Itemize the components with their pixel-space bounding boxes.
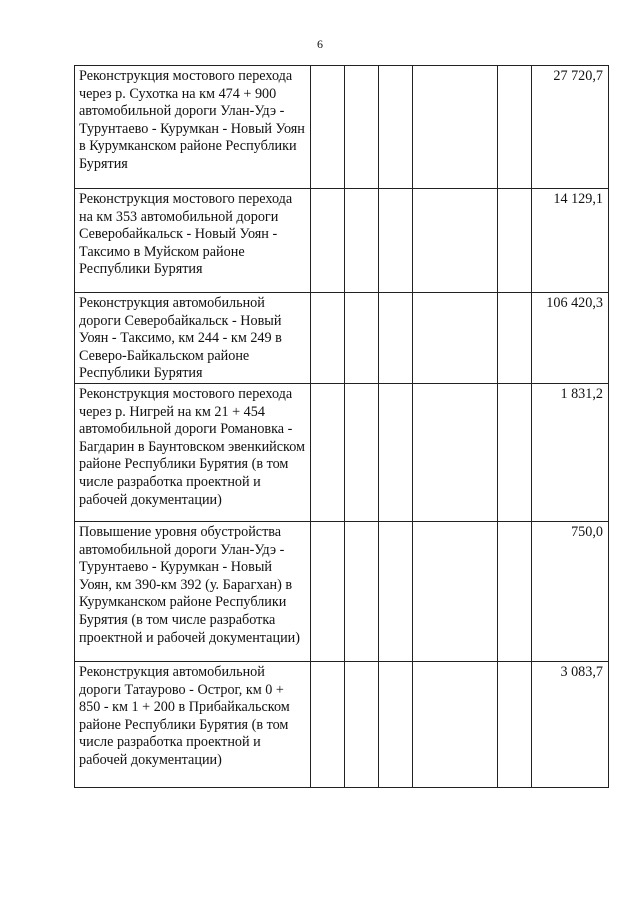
empty-cell — [311, 66, 345, 189]
empty-cell — [345, 521, 379, 661]
empty-cell — [413, 189, 498, 293]
table-row — [75, 189, 609, 293]
project-amount: 14 129,1 — [532, 189, 609, 293]
empty-cell — [311, 661, 345, 787]
empty-cell — [345, 661, 379, 787]
empty-cell — [311, 293, 345, 384]
budget-table — [74, 65, 609, 788]
empty-cell — [498, 521, 532, 661]
table-row — [75, 383, 609, 521]
empty-cell — [498, 66, 532, 189]
project-amount: 1 831,2 — [532, 383, 609, 521]
empty-cell — [379, 521, 413, 661]
empty-cell — [311, 383, 345, 521]
project-description: Реконструкция мостового перехода на км 353 автомобильной дороги Северобайкальск - Новый Уоян - Таксимо в Муйском районе Республики Бурятия — [75, 189, 311, 293]
table-row — [75, 66, 609, 189]
project-description: Повышение уровня обустройства автомобильной дороги Улан-Удэ - Турунтаево - Курумкан - Новый Уоян, км 390-км 392 (у. Барагхан) в Курумканском районе Республики Бурятия (в том числе разработка проектной и рабочей документации) — [75, 521, 311, 661]
project-amount: 27 720,7 — [532, 66, 609, 189]
project-description: Реконструкция мостового перехода через р. Сухотка на км 474 + 900 автомобильной дороги Улан-Удэ - Турунтаево - Курумкан - Новый Уоян в Курумканском районе Республики Бурятия — [75, 66, 311, 189]
project-description: Реконструкция автомобильной дороги Татаурово - Острог, км 0 + 850 - км 1 + 200 в Прибайкальском районе Республики Бурятия (в том числе разработка проектной и рабочей документации) — [75, 661, 311, 787]
empty-cell — [498, 293, 532, 384]
empty-cell — [379, 66, 413, 189]
project-description: Реконструкция мостового перехода через р. Нигрей на км 21 + 454 автомобильной дороги Романовка - Багдарин в Баунтовском эвенкийском районе Республики Бурятия (в том числе разработка проектной и рабочей документации) — [75, 383, 311, 521]
empty-cell — [413, 383, 498, 521]
empty-cell — [311, 189, 345, 293]
empty-cell — [413, 521, 498, 661]
empty-cell — [345, 189, 379, 293]
table-row — [75, 521, 609, 661]
table-row — [75, 661, 609, 787]
table-row — [75, 293, 609, 384]
project-description: Реконструкция автомобильной дороги Северобайкальск - Новый Уоян - Таксимо, км 244 - км 249 в Северо-Байкальском районе Республики Бурятия — [75, 293, 311, 384]
empty-cell — [498, 661, 532, 787]
empty-cell — [413, 293, 498, 384]
project-amount: 106 420,3 — [532, 293, 609, 384]
empty-cell — [379, 383, 413, 521]
empty-cell — [498, 383, 532, 521]
empty-cell — [345, 66, 379, 189]
empty-cell — [413, 661, 498, 787]
project-amount: 3 083,7 — [532, 661, 609, 787]
empty-cell — [345, 383, 379, 521]
project-amount: 750,0 — [532, 521, 609, 661]
page-number: 6 — [317, 37, 323, 51]
empty-cell — [379, 293, 413, 384]
empty-cell — [345, 293, 379, 384]
empty-cell — [498, 189, 532, 293]
empty-cell — [413, 66, 498, 189]
empty-cell — [311, 521, 345, 661]
empty-cell — [379, 661, 413, 787]
empty-cell — [379, 189, 413, 293]
